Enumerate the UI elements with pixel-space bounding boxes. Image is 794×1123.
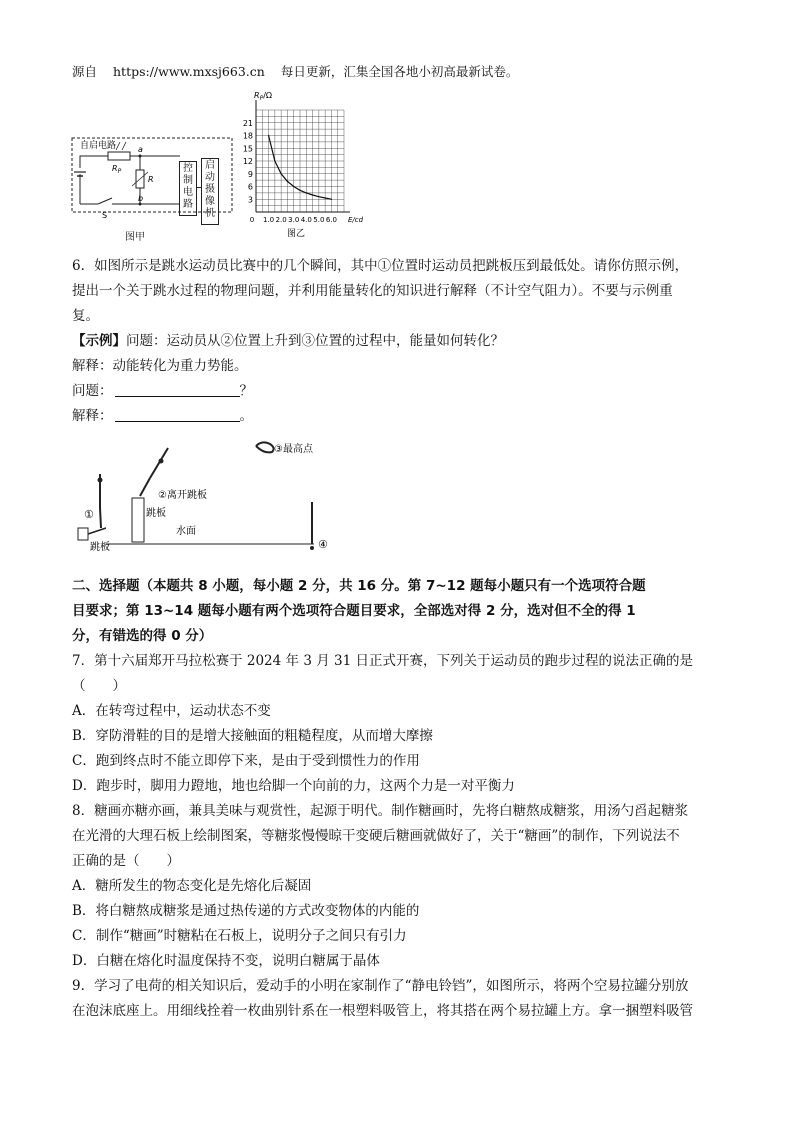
- auto-circuit-label: 自启电路: [80, 141, 117, 151]
- q6-stem-line3: 复。: [72, 308, 99, 324]
- data-point: [268, 135, 269, 136]
- y-tick-label: 3: [247, 195, 253, 205]
- data-point: [325, 197, 326, 198]
- q8-stem-line1: 8．糖画亦糖亦画，兼具美味与观赏性，起源于明代。制作糖画时，先将白糖熬成糖浆，用汤勺舀起糖浆: [72, 803, 689, 819]
- water-label: 水面: [176, 526, 196, 537]
- source-header: [72, 62, 518, 82]
- q7-option-b[interactable]: B．穿防滑鞋的目的是增大接触面的粗糙程度，从而增大摩擦: [72, 728, 433, 744]
- x-tick-label: 5.0: [313, 216, 325, 224]
- switch-s: [98, 198, 112, 204]
- diving-platform: [132, 498, 144, 542]
- box-connector: [196, 187, 201, 188]
- source-url[interactable]: https://www.mxsj663.cn: [113, 64, 265, 79]
- example-question-text: 问题：运动员从②位置上升到③位置的过程中，能量如何转化？: [126, 333, 504, 349]
- diver-position-4: [310, 502, 314, 550]
- q6-answer-row: [72, 406, 253, 426]
- answer-blank[interactable]: [115, 407, 240, 422]
- q8-stem-line3: 正确的是（ ）: [72, 853, 180, 869]
- pos1-label: ①: [84, 508, 94, 521]
- pos2-label: ②离开跳板: [158, 490, 207, 501]
- answer-end: 。: [239, 408, 253, 424]
- y-tick-label: 12: [242, 157, 253, 166]
- board2-label: 跳板: [146, 508, 166, 519]
- diver-position-1: [98, 474, 103, 528]
- x-tick-label: 3.0: [288, 216, 300, 224]
- diving-figure: [70, 436, 340, 556]
- answer-label: 解释：: [72, 408, 113, 424]
- camera-box: 启动摄像机: [201, 158, 219, 225]
- figure-a-caption: 图甲: [125, 232, 145, 243]
- data-point: [293, 186, 294, 187]
- data-point: [312, 194, 313, 195]
- y-tick-label: 6: [247, 182, 253, 192]
- data-point: [281, 173, 282, 174]
- data-point: [318, 196, 319, 197]
- q9-stem-line2: 在泡沫底座上。用细线拴着一枚曲别针系在一根塑料吸管上，将其搭在两个易拉罐上方。拿一捆塑料吸管: [72, 1003, 693, 1019]
- resistance-chart: [236, 88, 364, 239]
- node-b-label: b: [138, 194, 144, 203]
- x-tick-label: 4.0: [300, 216, 312, 224]
- section2-title-line1: 二、选择题（本题共 8 小题，每小题 2 分，共 16 分。第 7~12 题每小题只有一个选项符合题: [72, 578, 646, 594]
- question-label: 问题：: [72, 383, 113, 399]
- q7-option-d[interactable]: D．跑步时，脚用力蹬地，地也给脚一个向前的力，这两个力是一对平衡力: [72, 778, 515, 794]
- q7-stem-line2: （ ）: [72, 678, 126, 694]
- diver-position-2: [140, 448, 168, 496]
- q7-stem-line1: 7．第十六届郑开马拉松赛于 2024 年 3 月 31 日正式开赛，下列关于运动员的跑步过程的说法正确的是: [72, 653, 693, 669]
- q6-stem-line1: 6．如图所示是跳水运动员比赛中的几个瞬间，其中①位置时运动员把跳板压到最低处。请你仿照示例，: [72, 258, 689, 274]
- q6-question-row: [72, 381, 253, 401]
- data-point: [274, 160, 275, 161]
- section2-title-line3: 分，有错选的得 0 分）: [72, 628, 213, 644]
- rp-label: $R_P$: [112, 164, 122, 175]
- diver-position-3: [256, 442, 274, 452]
- question-end: ？: [239, 383, 253, 399]
- q8-option-c[interactable]: C．制作“糖画”时糖粘在石板上，说明分子之间只有引力: [72, 928, 407, 944]
- switch-label: S: [102, 211, 108, 220]
- board1-label: 跳板: [90, 542, 110, 553]
- x-tick-label: 6.0: [325, 216, 337, 224]
- y-tick-label: 15: [242, 144, 253, 154]
- example-tag: 【示例】: [72, 333, 126, 349]
- q8-option-b[interactable]: B．将白糖熬成糖浆是通过热传递的方式改变物体的内能的: [72, 903, 420, 919]
- r-label: R: [148, 175, 154, 184]
- data-point: [306, 192, 307, 193]
- q7-option-a[interactable]: A．在转弯过程中，运动状态不变: [72, 703, 271, 719]
- q9-stem-line1: 9．学习了电荷的相关知识后，爱动手的小明在家制作了“静电铃铛”，如图所示，将两个空易拉罐分别放: [72, 978, 689, 994]
- y-axis-label: $R_P/\Omega$: [254, 91, 272, 102]
- x-tick-label: 2.0: [275, 216, 287, 224]
- q8-stem-line2: 在光滑的大理石板上绘制图案，等糖浆慢慢晾干变硬后糖画就做好了，关于“糖画”的制作，下列说法不: [72, 828, 680, 844]
- q8-option-a[interactable]: A．糖所发生的物态变化是先熔化后凝固: [72, 878, 312, 894]
- low-board-base: [78, 528, 88, 540]
- y-tick-label: 18: [242, 131, 253, 141]
- control-circuit-box: 控制电路: [179, 161, 197, 216]
- pos4-label: ④: [318, 538, 328, 551]
- y-tick-label: 9: [247, 169, 253, 179]
- q6-example-answer: 解释：动能转化为重力势能。: [72, 358, 248, 374]
- section2-title-line2: 目要求；第 13~14 题每小题有两个选项符合题目要求，全部选对得 2 分，选对但不全的得 1: [72, 603, 636, 619]
- q8-option-d[interactable]: D．白糖在熔化时温度保持不变，说明白糖属于晶体: [72, 953, 380, 969]
- data-point: [331, 199, 332, 200]
- data-point: [299, 190, 300, 191]
- source-label: 源自: [72, 64, 98, 79]
- x-tick-label: 0: [249, 216, 255, 224]
- q7-option-c[interactable]: C．跑到终点时不能立即停下来，是由于受到惯性力的作用: [72, 753, 420, 769]
- x-axis-label: E/cd: [348, 216, 364, 224]
- x-tick-label: 1.0: [263, 216, 275, 224]
- question-blank[interactable]: [115, 382, 240, 397]
- figure-b-caption: 图乙: [286, 229, 306, 239]
- q6-example-question: [72, 331, 504, 351]
- q6-stem-line2: 提出一个关于跳水过程的物理问题，并利用能量转化的知识进行解释（不计空气阻力）。不要与示例重: [72, 283, 673, 299]
- y-tick-label: 21: [242, 118, 253, 128]
- node-a-label: a: [138, 145, 143, 154]
- pos3-label: ③最高点: [274, 444, 313, 455]
- photoresistor-rp: [108, 152, 130, 160]
- data-point: [287, 181, 288, 182]
- source-slogan: 每日更新，汇集全国各地小初高最新试卷。: [280, 64, 519, 79]
